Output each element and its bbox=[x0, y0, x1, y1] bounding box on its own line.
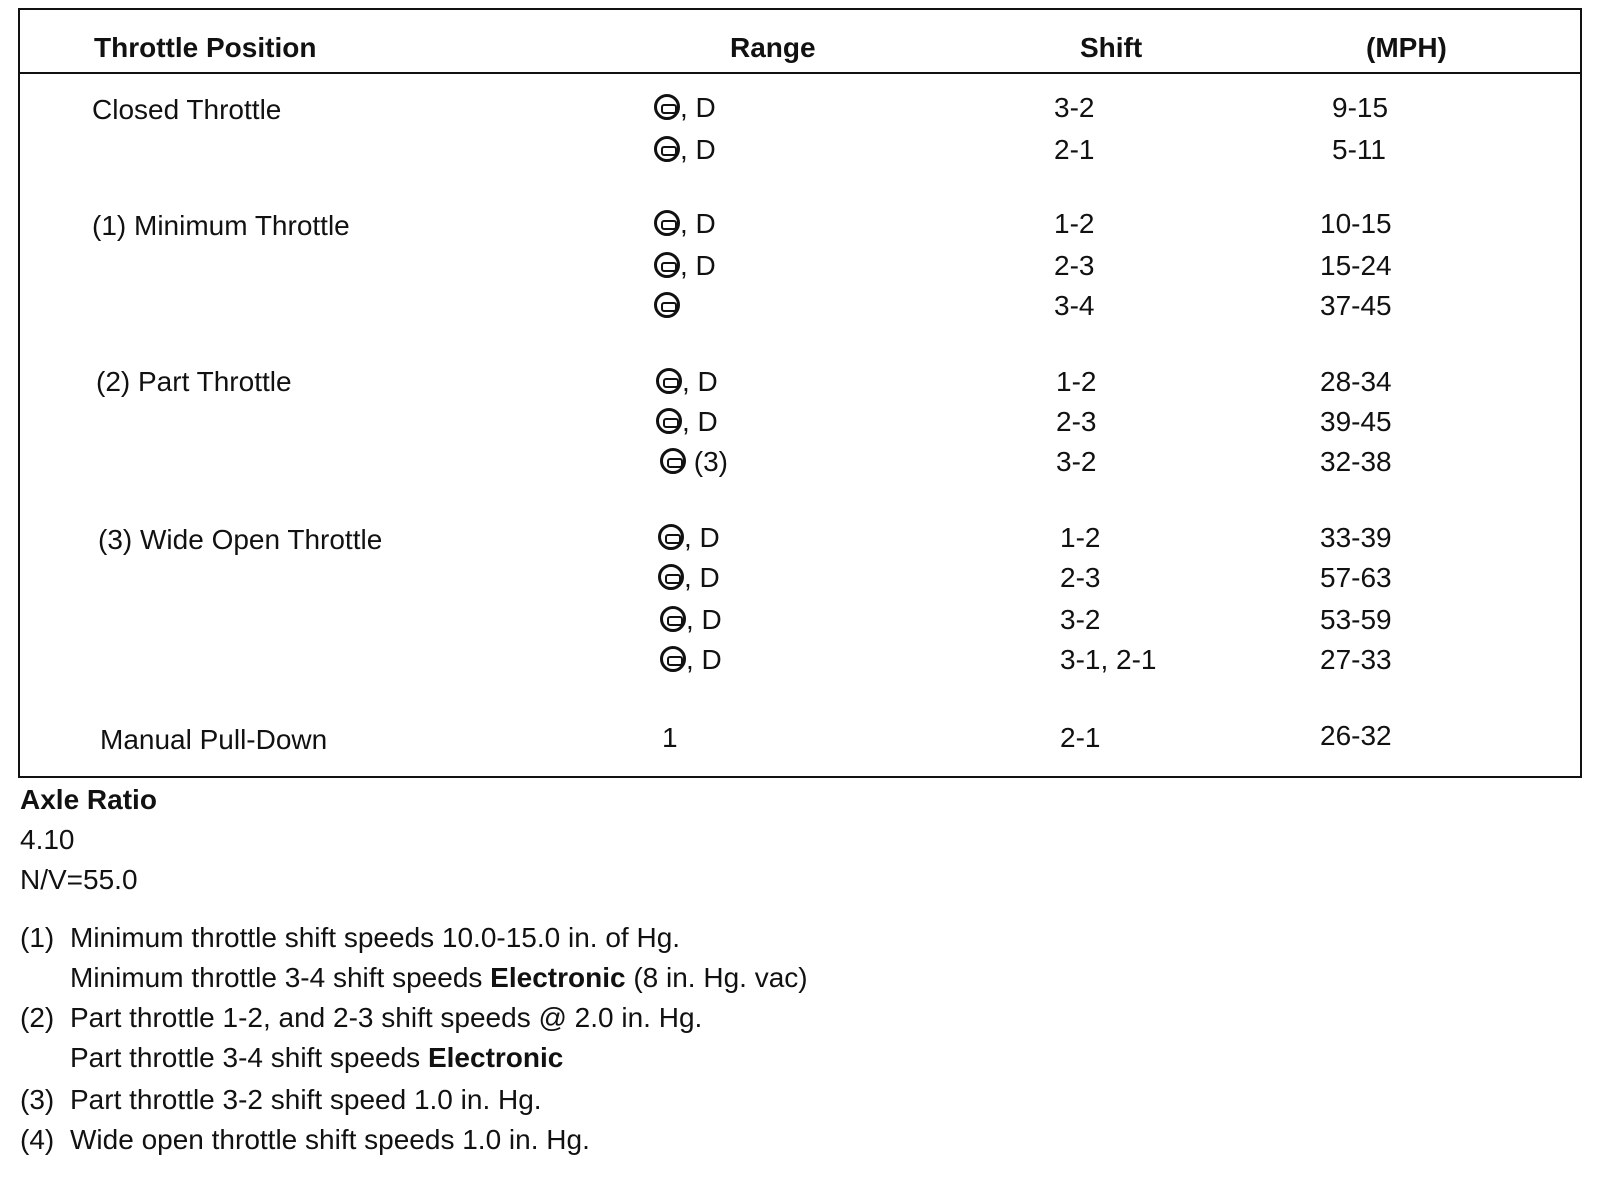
mph-cell: 15-24 bbox=[1320, 250, 1392, 281]
mph-cell: 33-39 bbox=[1320, 522, 1392, 553]
mph-cell: 10-15 bbox=[1320, 208, 1392, 239]
range-cell: , D bbox=[656, 406, 718, 438]
range-symbol-icon bbox=[654, 94, 680, 120]
mph-cell: 9-15 bbox=[1332, 92, 1389, 123]
range-symbol-icon bbox=[660, 606, 686, 632]
header-range: Range bbox=[730, 32, 816, 63]
mph-cell: 5-11 bbox=[1332, 134, 1386, 165]
mph-cell: 28-34 bbox=[1320, 366, 1392, 397]
range-symbol-icon bbox=[656, 408, 682, 434]
range-cell: , D bbox=[660, 604, 722, 636]
mph-cell: 27-33 bbox=[1320, 644, 1392, 675]
header-shift: Shift bbox=[1080, 32, 1143, 63]
range-cell: , D bbox=[654, 92, 716, 124]
footnote-number: (4) bbox=[20, 1124, 55, 1155]
range-symbol-icon bbox=[658, 564, 684, 590]
footnote-text: Part throttle 3-2 shift speed 1.0 in. Hg. bbox=[70, 1084, 542, 1115]
group-label: (1) Minimum Throttle bbox=[92, 210, 350, 241]
range-cell: , D bbox=[658, 522, 720, 554]
footnote-text: Minimum throttle shift speeds 10.0-15.0 in. of Hg. bbox=[70, 922, 681, 953]
footnote-text: Part throttle 3-4 shift speeds Electronic bbox=[70, 1042, 564, 1073]
range-symbol-icon bbox=[660, 646, 686, 672]
range-cell: , D bbox=[660, 644, 722, 676]
axle-ratio-value: 4.10 bbox=[20, 824, 75, 855]
group-label: (3) Wide Open Throttle bbox=[98, 524, 383, 555]
shift-cell: 2-1 bbox=[1054, 134, 1095, 165]
range-symbol-icon bbox=[654, 210, 680, 236]
shift-cell: 3-2 bbox=[1054, 92, 1095, 123]
shift-cell: 3-1, 2-1 bbox=[1060, 644, 1157, 675]
header-mph: (MPH) bbox=[1366, 32, 1447, 63]
range-symbol-icon bbox=[660, 448, 686, 474]
range-symbol-icon bbox=[654, 292, 680, 318]
manual-range: 1 bbox=[662, 722, 678, 753]
shift-cell: 1-2 bbox=[1054, 208, 1095, 239]
group-label: Closed Throttle bbox=[92, 94, 282, 125]
shift-speed-table bbox=[18, 8, 1582, 778]
footnote-number: (2) bbox=[20, 1002, 55, 1033]
range-cell: , D bbox=[654, 208, 716, 240]
shift-cell: 3-2 bbox=[1056, 446, 1097, 477]
range-symbol-icon bbox=[656, 368, 682, 394]
mph-cell: 53-59 bbox=[1320, 604, 1392, 635]
mph-cell: 39-45 bbox=[1320, 406, 1392, 437]
shift-cell: 3-2 bbox=[1060, 604, 1101, 635]
mph-cell: 57-63 bbox=[1320, 562, 1392, 593]
shift-cell: 1-2 bbox=[1060, 522, 1101, 553]
range-cell: , D bbox=[658, 562, 720, 594]
group-label: (2) Part Throttle bbox=[96, 366, 292, 397]
shift-cell: 2-3 bbox=[1054, 250, 1095, 281]
footnote-text: Part throttle 1-2, and 2-3 shift speeds @ 2.0 in. Hg. bbox=[70, 1002, 703, 1033]
range-cell: (3) bbox=[660, 446, 728, 478]
shift-cell: 1-2 bbox=[1056, 366, 1097, 397]
range-symbol-icon bbox=[658, 524, 684, 550]
range-cell: , D bbox=[654, 134, 716, 166]
footnote-number: (1) bbox=[20, 922, 55, 953]
header-divider bbox=[20, 72, 1580, 74]
shift-cell: 2-3 bbox=[1056, 406, 1097, 437]
range-cell bbox=[654, 290, 680, 322]
range-symbol-icon bbox=[654, 136, 680, 162]
nv-ratio-value: N/V=55.0 bbox=[20, 864, 138, 895]
header-throttle-position: Throttle Position bbox=[94, 32, 317, 63]
range-cell: , D bbox=[656, 366, 718, 398]
shift-cell: 3-4 bbox=[1054, 290, 1095, 321]
manual-shift: 2-1 bbox=[1060, 722, 1101, 753]
footnote-number: (3) bbox=[20, 1084, 55, 1115]
manual-mph: 26-32 bbox=[1320, 720, 1392, 751]
footnote-text: Wide open throttle shift speeds 1.0 in. Hg. bbox=[70, 1124, 590, 1155]
mph-cell: 37-45 bbox=[1320, 290, 1392, 321]
manual-label: Manual Pull-Down bbox=[100, 724, 328, 755]
axle-ratio-heading: Axle Ratio bbox=[20, 784, 157, 815]
mph-cell: 32-38 bbox=[1320, 446, 1392, 477]
footnote-text: Minimum throttle 3-4 shift speeds Electronic (8 in. Hg. vac) bbox=[70, 962, 808, 993]
shift-cell: 2-3 bbox=[1060, 562, 1101, 593]
range-symbol-icon bbox=[654, 252, 680, 278]
range-cell: , D bbox=[654, 250, 716, 282]
